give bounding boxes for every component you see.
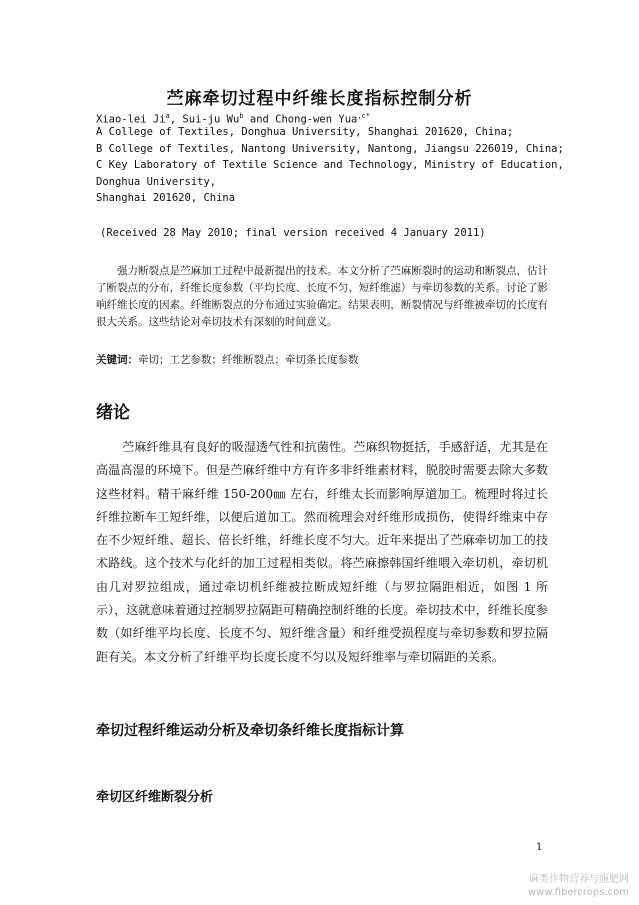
section-heading-fiber-motion: 牵切过程纤维运动分析及牵切条纤维长度指标计算 [96,723,404,739]
author-separator: , [169,113,183,126]
section-heading-introduction: 绪论 [96,403,130,423]
author-3-name: Chong-wen Yua [275,113,358,126]
watermark-url: www.fibercrops.com [527,887,629,898]
affiliation-a: A College of Textiles, Donghua University, Shanghai 201620, China; [96,126,514,138]
keywords-label: 关键词： [96,354,138,366]
introduction-paragraph [96,436,548,669]
page-number: 1 [536,842,543,853]
received-dates: (Received 28 May 2010; final version received 4 January 2011) [100,227,486,239]
introduction-text: 苎麻纤维具有良好的吸湿透气性和抗菌性。苎麻织物挺括，手感舒适，尤其是在高温高湿的环境下。但是苎麻纤维中方有许多非纤维素材料，脱胶时需要去除大多数这些材料。精干麻纤维 150-200㎜ 左右，纤维太长而影响厚道加工。梳理时将过长纤维拉断车工短纤维，以便后道加工。然而梳理会对纤维形成损伤，使得纤维束中存在不少短纤维、超长、倍长纤维，纤维长度不匀大。近年来提出了苎麻牵切加工的技术路线。这个技术与化纤的加工过程相类似。将苎麻擦韩国纤维喂入牵切机，牵切机由几对罗拉组成，通过牵切机纤维被拉断成短纤维（与罗拉隔距相近，如图 1 所示），这就意味着通过控制罗拉隔距可精确控制纤维的长度。牵切技术中，纤维长度参数（如纤维平均长度、长度不匀、短纤维含量）和纤维受损程度与牵切参数和罗拉隔距有关。本文分析了纤维平均长度长度不匀以及短纤维率与牵切隔距的关系。 [96,440,548,664]
abstract [96,263,548,331]
author-3-affiliation-mark: ,c* [357,112,370,120]
author-2-name: Sui-ju Wu [182,113,240,126]
author-1-name: Xiao-lei Ji [96,113,166,126]
affiliation-b: B College of Textiles, Nantong University, Nantong, Jiangsu 226019, China; [96,142,564,155]
abstract-text: 强力断裂点是苎麻加工过程中最新提出的技术。本文分析了苎麻断裂时的运动和断裂点，估计了断裂点的分布，纤维长度参数（平均长度、长度不匀、短纤维滤）与牵切参数的关系。讨论了影响纤维长度的因素。纤维断裂点的分布通过实验确定。结果表明，断裂情况与纤维被牵切的长度有很大关系。这些结论对牵切技术有深刻的时间意义。 [96,265,548,328]
affiliation-c-city: Shanghai 201620, China [96,192,236,204]
site-watermark [528,873,629,899]
subsection-heading-fiber-breakage: 牵切区纤维断裂分析 [96,790,214,805]
keywords-text: 牵切；工艺参数；纤维断裂点；牵切条长度参数 [138,354,359,366]
paper-title: 苎麻牵切过程中纤维长度指标控制分析 [166,89,473,109]
affiliations [96,124,571,207]
author-1-affiliation-mark: a [165,112,170,120]
affiliation-c: C Key Laboratory of Textile Science and Technology, Ministry of Education, Donghua University, [96,159,571,188]
author-separator: and [243,113,276,126]
keywords [96,352,548,369]
watermark-site-name: 麻类作物营养与施肥网 [529,874,629,885]
author-2-affiliation-mark: b [239,112,244,120]
